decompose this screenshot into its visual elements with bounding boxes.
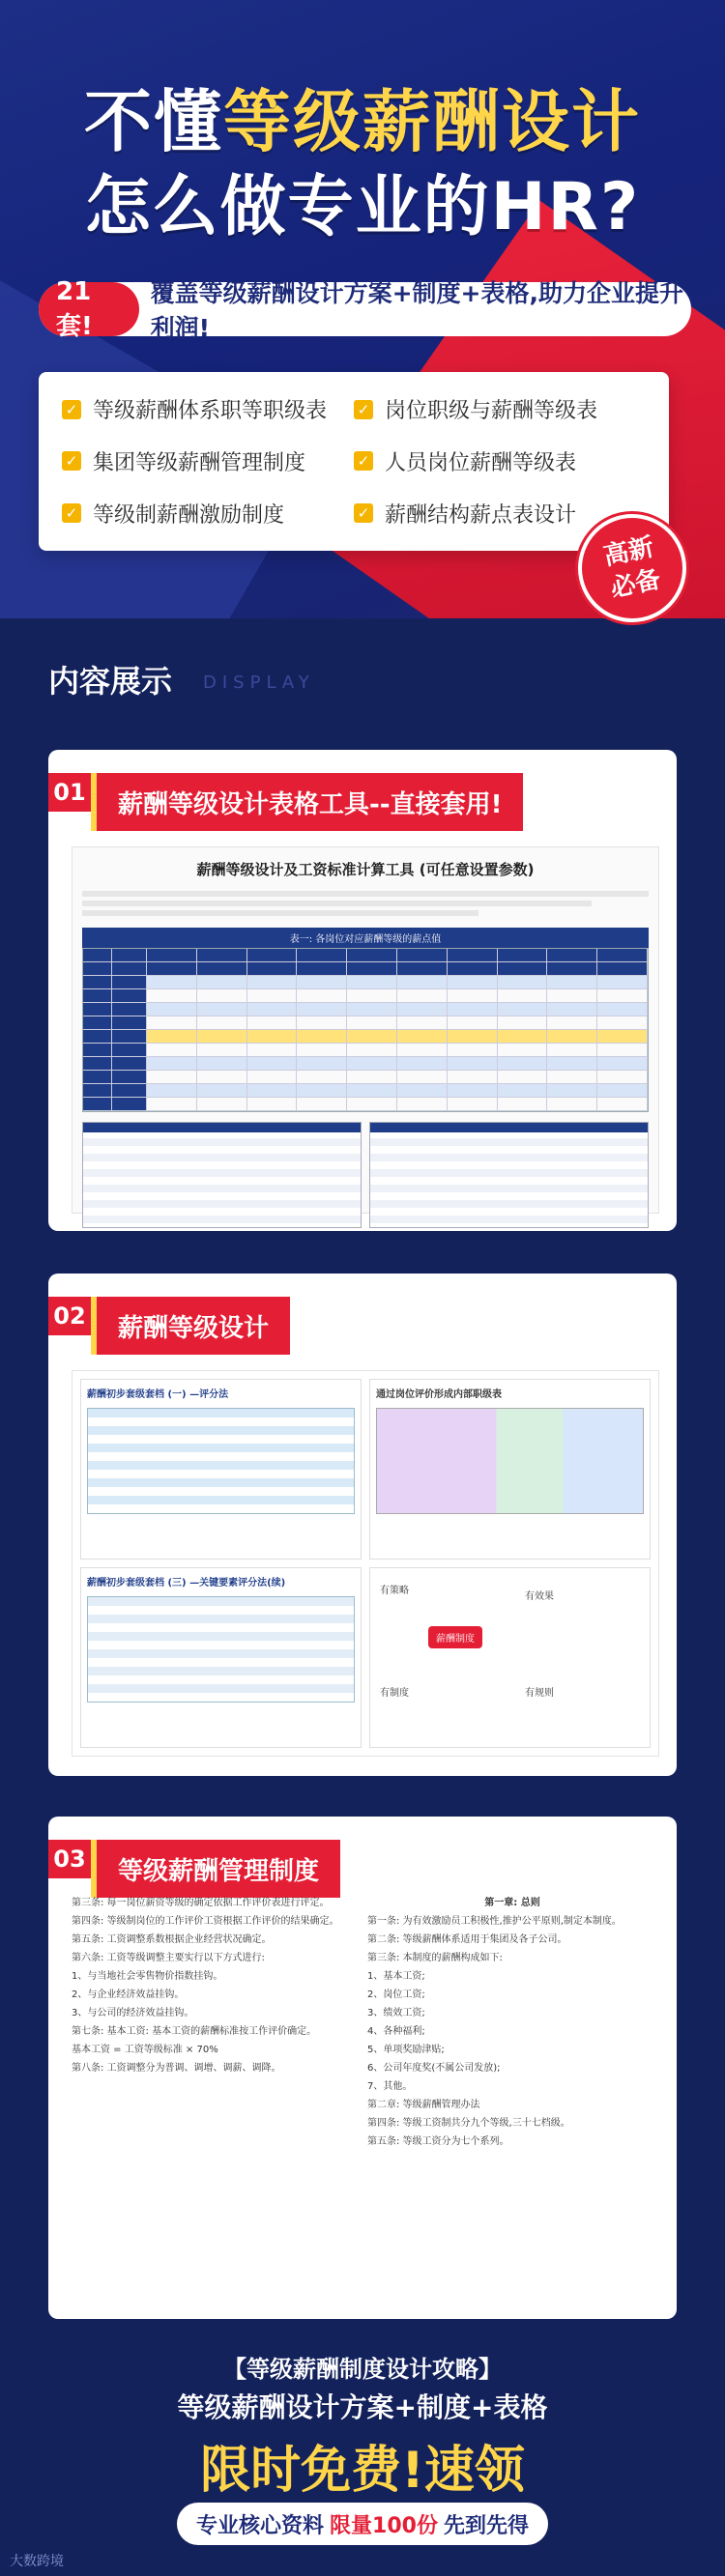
check-icon: ✓ xyxy=(62,503,81,523)
feature-item: ✓ 等级制薪酬激励制度 xyxy=(62,497,354,530)
grid-cell xyxy=(247,1044,298,1057)
document-line: 第三条: 每一岗位薪资等级的确定依据工作评价表进行评定。 xyxy=(72,1898,330,1908)
grid-cell xyxy=(347,962,397,976)
feature-item: ✓ 岗位职级与薪酬等级表 xyxy=(354,393,646,426)
grid-cell xyxy=(83,1016,112,1030)
grid-cell xyxy=(448,1030,498,1044)
grid-cell xyxy=(112,1044,147,1057)
check-icon: ✓ xyxy=(62,400,81,419)
grid-cell xyxy=(297,1044,347,1057)
grid-cell xyxy=(197,1057,247,1071)
grid-cell xyxy=(297,1084,347,1098)
grid-cell xyxy=(297,949,347,962)
check-icon: ✓ xyxy=(354,451,373,471)
cta-heading: 【等级薪酬制度设计攻略】 xyxy=(223,2356,502,2383)
grid-cell xyxy=(597,1084,648,1098)
grid-cell xyxy=(247,1071,298,1084)
grid-cell xyxy=(547,1044,597,1057)
grid-cell xyxy=(197,1071,247,1084)
content-card-2 xyxy=(48,1274,677,1776)
document-line: 第五条: 等级工资分为七个系列。 xyxy=(367,2136,509,2147)
grid-cell xyxy=(297,1016,347,1030)
grid-cell xyxy=(83,1071,112,1084)
card-label: 薪酬等级设计表格工具--直接套用! xyxy=(91,773,523,831)
document-line: 第四条: 等级工资制共分九个等级,三十七档级。 xyxy=(367,2118,570,2129)
grid-cell xyxy=(347,976,397,989)
grid-cell xyxy=(112,976,147,989)
grid-cell xyxy=(448,1003,498,1016)
grid-cell xyxy=(347,1003,397,1016)
grid-cell xyxy=(498,1016,548,1030)
grid-cell xyxy=(297,1057,347,1071)
grid-cell xyxy=(547,1098,597,1111)
grid-cell xyxy=(147,962,197,976)
grid-cell xyxy=(597,989,648,1003)
subtitle-bar xyxy=(39,276,691,342)
grid-cell xyxy=(397,1016,448,1030)
grid-cell xyxy=(83,949,112,962)
grid-cell xyxy=(83,1044,112,1057)
grid-cell xyxy=(498,962,548,976)
grid-cell xyxy=(112,1003,147,1016)
grid-cell xyxy=(448,1016,498,1030)
count-badge: 21套! xyxy=(39,282,139,336)
grid-cell xyxy=(498,1057,548,1071)
grid-cell xyxy=(247,1084,298,1098)
grid-cell xyxy=(197,1084,247,1098)
grid-cell xyxy=(197,1016,247,1030)
grid-cell xyxy=(247,949,298,962)
score-table: 薪酬初步套级套档 (一) —评分法 xyxy=(80,1379,362,1560)
document-line: 基本工资 = 工资等级标准 × 70% xyxy=(72,2045,218,2055)
grid-cell xyxy=(197,989,247,1003)
check-icon: ✓ xyxy=(354,400,373,419)
grid-cell xyxy=(112,989,147,1003)
grid-cell xyxy=(397,1057,448,1071)
grid-cell xyxy=(347,1044,397,1057)
grid-cell xyxy=(547,989,597,1003)
grid-cell xyxy=(397,1084,448,1098)
grid-cell xyxy=(297,1003,347,1016)
grid-cell xyxy=(297,976,347,989)
grid-cell xyxy=(397,976,448,989)
document-line: 第七条: 基本工资: 基本工资的薪酬标准按工作评价确定。 xyxy=(72,2026,317,2037)
check-icon: ✓ xyxy=(62,451,81,471)
subtitle-text: 覆盖等级薪酬设计方案+制度+表格,助力企业提升利润! xyxy=(150,279,683,342)
grid-cell xyxy=(448,989,498,1003)
grid-cell xyxy=(197,1098,247,1111)
grid-cell xyxy=(147,1084,197,1098)
mind-map: 薪酬制度 有策略 有制度 有效果 有规则 xyxy=(369,1567,651,1748)
grid-cell xyxy=(147,976,197,989)
grid-cell xyxy=(83,1003,112,1016)
grid-cell xyxy=(197,1044,247,1057)
grid-cell xyxy=(397,1071,448,1084)
grid-cell xyxy=(597,949,648,962)
grid-cell xyxy=(147,1003,197,1016)
grid-cell xyxy=(197,1003,247,1016)
document-left-column xyxy=(72,1894,352,2077)
grid-cell xyxy=(247,1098,298,1111)
grid-cell xyxy=(112,1030,147,1044)
grid-cell xyxy=(247,1030,298,1044)
grid-cell xyxy=(247,1016,298,1030)
right-panel xyxy=(369,1379,651,1748)
grid-cell xyxy=(247,989,298,1003)
card-label: 等级薪酬管理制度 xyxy=(91,1840,340,1898)
table-title: 表一: 各岗位对应薪酬等级的薪点值 xyxy=(82,928,649,948)
grid-cell xyxy=(547,949,597,962)
grid-cell xyxy=(498,1098,548,1111)
feature-item: ✓ 集团等级薪酬管理制度 xyxy=(62,445,354,478)
factor-table: 薪酬初步套级套档 (三) —关键要素评分法(续) xyxy=(80,1567,362,1748)
document-line: 第四条: 等级制岗位的工作评价工资根据工作评价的结果确定。 xyxy=(72,1916,339,1927)
grid-cell xyxy=(83,1030,112,1044)
grid-cell xyxy=(247,976,298,989)
document-line: 5、单项奖励津贴; xyxy=(367,2045,445,2055)
document-line: 4、各种福利; xyxy=(367,2026,425,2037)
grid-cell xyxy=(347,1098,397,1111)
grid-cell xyxy=(347,949,397,962)
document-line: 第三条: 本制度的薪酬构成如下: xyxy=(367,1953,503,1963)
mini-tables xyxy=(82,1122,649,1228)
grid-cell xyxy=(498,1071,548,1084)
grid-cell xyxy=(197,976,247,989)
grid-cell xyxy=(147,1071,197,1084)
document-line: 第一条: 为有效激励员工积极性,推护公平原则,制定本制度。 xyxy=(367,1916,622,1927)
grid-cell xyxy=(498,1084,548,1098)
grid-cell xyxy=(397,1044,448,1057)
document-line: 3、与公司的经济效益挂钩。 xyxy=(72,2008,194,2018)
grid-cell xyxy=(247,1003,298,1016)
grid-cell xyxy=(448,1044,498,1057)
grid-cell xyxy=(83,1098,112,1111)
grid-cell xyxy=(347,1016,397,1030)
grid-cell xyxy=(347,1030,397,1044)
design-preview xyxy=(72,1370,659,1757)
mini-table xyxy=(369,1122,649,1228)
grid-cell xyxy=(297,989,347,1003)
grid-cell xyxy=(448,1098,498,1111)
grid-cell xyxy=(547,976,597,989)
hero-title: 不懂等级薪酬设计 xyxy=(84,82,641,161)
grid-cell xyxy=(597,1098,648,1111)
grid-cell xyxy=(112,1071,147,1084)
grid-cell xyxy=(147,1030,197,1044)
sheet-title: 薪酬等级设计及工资标准计算工具 (可任意设置参数) xyxy=(196,861,535,878)
grid-cell xyxy=(498,989,548,1003)
grid-cell xyxy=(397,1030,448,1044)
grid-cell xyxy=(83,976,112,989)
grid-cell xyxy=(448,1057,498,1071)
grid-cell xyxy=(397,949,448,962)
feature-item: ✓ 薪酬结构薪点表设计 xyxy=(354,497,646,530)
content-card-3 xyxy=(48,1817,677,2319)
grid-cell xyxy=(297,1071,347,1084)
grid-cell xyxy=(448,1071,498,1084)
grid-cell xyxy=(597,1030,648,1044)
left-panel xyxy=(80,1379,362,1748)
spreadsheet-preview xyxy=(72,846,659,1214)
grid-cell xyxy=(347,1071,397,1084)
grid-cell xyxy=(498,949,548,962)
card-number: 03 xyxy=(48,1840,91,1878)
mini-table xyxy=(82,1122,362,1228)
grid-cell xyxy=(547,1071,597,1084)
grid-cell xyxy=(547,1003,597,1016)
grid-cell xyxy=(547,1084,597,1098)
card-label: 薪酬等级设计 xyxy=(91,1297,290,1355)
grid-cell xyxy=(147,949,197,962)
grid-cell xyxy=(147,1016,197,1030)
grid-cell xyxy=(112,1084,147,1098)
grid-cell xyxy=(597,1016,648,1030)
grid-cell xyxy=(597,1044,648,1057)
grade-matrix: 通过岗位评价形成内部职级表 xyxy=(369,1379,651,1560)
grid-cell xyxy=(547,1057,597,1071)
grid-cell xyxy=(112,949,147,962)
document-line: 6、公司年度奖(不属公司发放); xyxy=(367,2063,501,2074)
grid-cell xyxy=(347,1084,397,1098)
grid-cell xyxy=(112,1098,147,1111)
document-line: 1、基本工资; xyxy=(367,1971,425,1982)
cta-pill[interactable]: 专业核心资料 限量100份 先到先得 xyxy=(177,2503,548,2545)
grid-cell xyxy=(448,949,498,962)
document-line: 第八条: 工资调整分为普调、调增、调薪、调降。 xyxy=(72,2063,281,2074)
grid-cell xyxy=(197,962,247,976)
grid-cell xyxy=(498,976,548,989)
cta-subheading: 等级薪酬设计方案+制度+表格 xyxy=(177,2391,548,2423)
grid-cell xyxy=(297,1030,347,1044)
document-line: 3、绩效工资; xyxy=(367,2008,425,2018)
grid-cell xyxy=(397,1098,448,1111)
grid-cell xyxy=(498,1044,548,1057)
grid-cell xyxy=(397,989,448,1003)
document-line: 第五条: 工资调整系数根据企业经营状况确定。 xyxy=(72,1934,272,1945)
grid-cell xyxy=(147,1057,197,1071)
feature-item: ✓ 人员岗位薪酬等级表 xyxy=(354,445,646,478)
grid-cell xyxy=(448,962,498,976)
section-title-en: DISPLAY xyxy=(203,673,315,693)
grid-cell xyxy=(597,976,648,989)
grid-cell xyxy=(297,1098,347,1111)
grid-cell xyxy=(498,1003,548,1016)
grid-cell xyxy=(448,976,498,989)
grid-cell xyxy=(112,1057,147,1071)
salary-grid xyxy=(82,948,649,1112)
document-line: 2、岗位工资; xyxy=(367,1989,425,2000)
hero-title-line2: 怎么做专业的HR? xyxy=(84,169,641,245)
grid-cell xyxy=(597,1003,648,1016)
feature-item: ✓ 等级薪酬体系职等职级表 xyxy=(62,393,354,426)
grid-cell xyxy=(83,1057,112,1071)
grid-cell xyxy=(597,1071,648,1084)
grid-cell xyxy=(197,949,247,962)
grid-cell xyxy=(247,962,298,976)
card-number: 01 xyxy=(48,773,91,812)
grid-cell xyxy=(83,1084,112,1098)
document-line: 第二章: 等级薪酬管理办法 xyxy=(367,2100,480,2110)
document-line: 第六条: 工资等级调整主要实行以下方式进行: xyxy=(72,1953,265,1963)
grid-cell xyxy=(597,962,648,976)
grid-cell xyxy=(547,1016,597,1030)
content-card-1 xyxy=(48,750,677,1231)
document-right-column: 第一章: 总则 第一条: 为有效激励员工积极性,推护公平原则,制定本制度。 第二条: 等级薪酬体系适用于集团及各子公司。 第三条: 本制度的薪酬构成如下: 1、基本工资; 2、岗位工资; 3、绩效工资; 4、各种福利; 5、单项奖励津贴; 6、公司年度奖(不属公司发放); 7、其他。 第二章: 等级薪酬管理办法 第四条: 等级工资制共分九个等级,三十七档级。 第五条: 等级工资分为七个系列。 xyxy=(367,1894,657,2151)
grid-cell xyxy=(397,1003,448,1016)
grid-cell xyxy=(147,1098,197,1111)
grid-cell xyxy=(347,1057,397,1071)
document-line: 2、与企业经济效益挂钩。 xyxy=(72,1989,185,2000)
grid-cell xyxy=(498,1030,548,1044)
seal-badge: 高新 必备 xyxy=(568,504,697,633)
grid-cell xyxy=(112,962,147,976)
sheet-note xyxy=(72,879,658,928)
document-line: 7、其他。 xyxy=(367,2081,413,2092)
document-line: 1、与当地社会零售物价指数挂钩。 xyxy=(72,1971,223,1982)
watermark: 大数跨境 xyxy=(10,2554,64,2569)
cta-headline[interactable]: 限时免费!速领 xyxy=(200,2442,525,2500)
grid-cell xyxy=(597,1057,648,1071)
grid-cell xyxy=(112,1016,147,1030)
grid-cell xyxy=(547,1030,597,1044)
section-title: 内容展示 xyxy=(48,663,173,700)
grid-cell xyxy=(147,1044,197,1057)
grid-cell xyxy=(547,962,597,976)
document-line: 第二条: 等级薪酬体系适用于集团及各子公司。 xyxy=(367,1934,567,1945)
grid-cell xyxy=(297,962,347,976)
grid-cell xyxy=(83,962,112,976)
grid-cell xyxy=(347,989,397,1003)
grid-cell xyxy=(397,962,448,976)
grid-cell xyxy=(247,1057,298,1071)
grid-cell xyxy=(147,989,197,1003)
check-icon: ✓ xyxy=(354,503,373,523)
grid-cell xyxy=(448,1084,498,1098)
feature-list xyxy=(39,372,669,551)
card-number: 02 xyxy=(48,1297,91,1335)
grid-cell xyxy=(197,1030,247,1044)
grid-cell xyxy=(83,989,112,1003)
